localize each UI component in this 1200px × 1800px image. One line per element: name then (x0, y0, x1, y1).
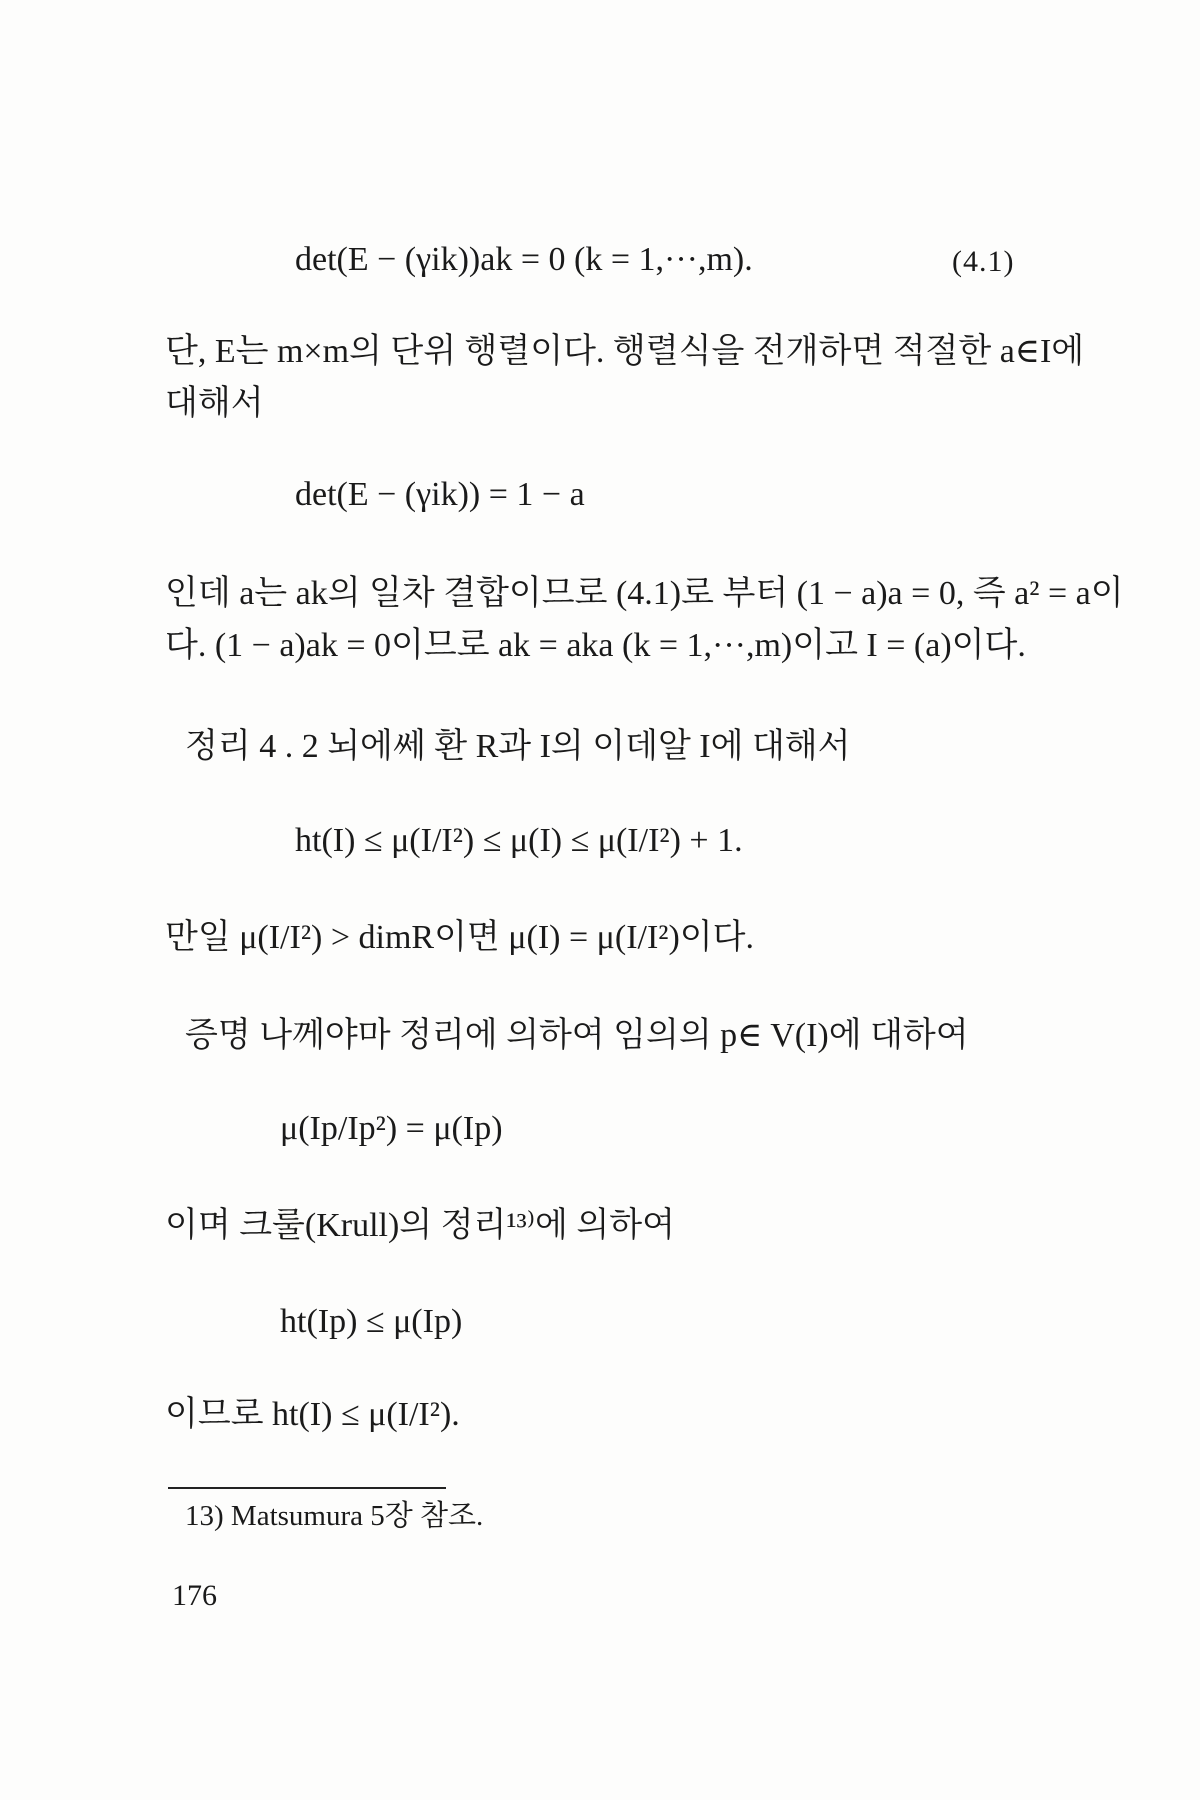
theorem-4-2-heading: 정리 4 . 2 뇌에쎄 환 R과 I의 이데알 I에 대해서 (185, 728, 851, 765)
equation-4-1: det(E − (γik))ak = 0 (k = 1,···,m). (295, 241, 753, 278)
equation-number-4-1: (4.1) (952, 245, 1015, 278)
paragraph-2-line-1: 인데 a는 ak의 일차 결합이므로 (4.1)로 부터 (1 − a)a = 0, 즉 a² = a이 (165, 575, 1124, 612)
page-number: 176 (172, 1579, 217, 1612)
proof-line: 증명 나께야마 정리에 의하여 임의의 p∈ V(I)에 대하여 (185, 1017, 969, 1054)
proof-equation-localization: μ(Ip/Ip²) = μ(Ip) (280, 1110, 503, 1147)
proof-equation-height: ht(Ip) ≤ μ(Ip) (280, 1303, 463, 1340)
theorem-inequality: ht(I) ≤ μ(I/I²) ≤ μ(I) ≤ μ(I/I²) + 1. (295, 822, 743, 859)
proof-krull-line: 이며 크룰(Krull)의 정리¹³⁾에 의하여 (165, 1207, 675, 1244)
theorem-condition: 만일 μ(I/I²) > dimR이면 μ(I) = μ(I/I²)이다. (165, 919, 754, 956)
equation-determinant: det(E − (γik)) = 1 − a (295, 476, 585, 513)
proof-conclusion: 이므로 ht(I) ≤ μ(I/I²). (165, 1396, 460, 1433)
footnote-13: 13) Matsumura 5장 참조. (185, 1500, 484, 1532)
paragraph-1-line-2: 대해서 (165, 385, 264, 422)
paragraph-1-line-1: 단, E는 m×m의 단위 행렬이다. 행렬식을 전개하면 적절한 a∈I에 (165, 333, 1085, 370)
paragraph-2-line-2: 다. (1 − a)ak = 0이므로 ak = aka (k = 1,···,m)이고 I = (a)이다. (165, 627, 1026, 664)
footnote-divider (168, 1487, 446, 1489)
